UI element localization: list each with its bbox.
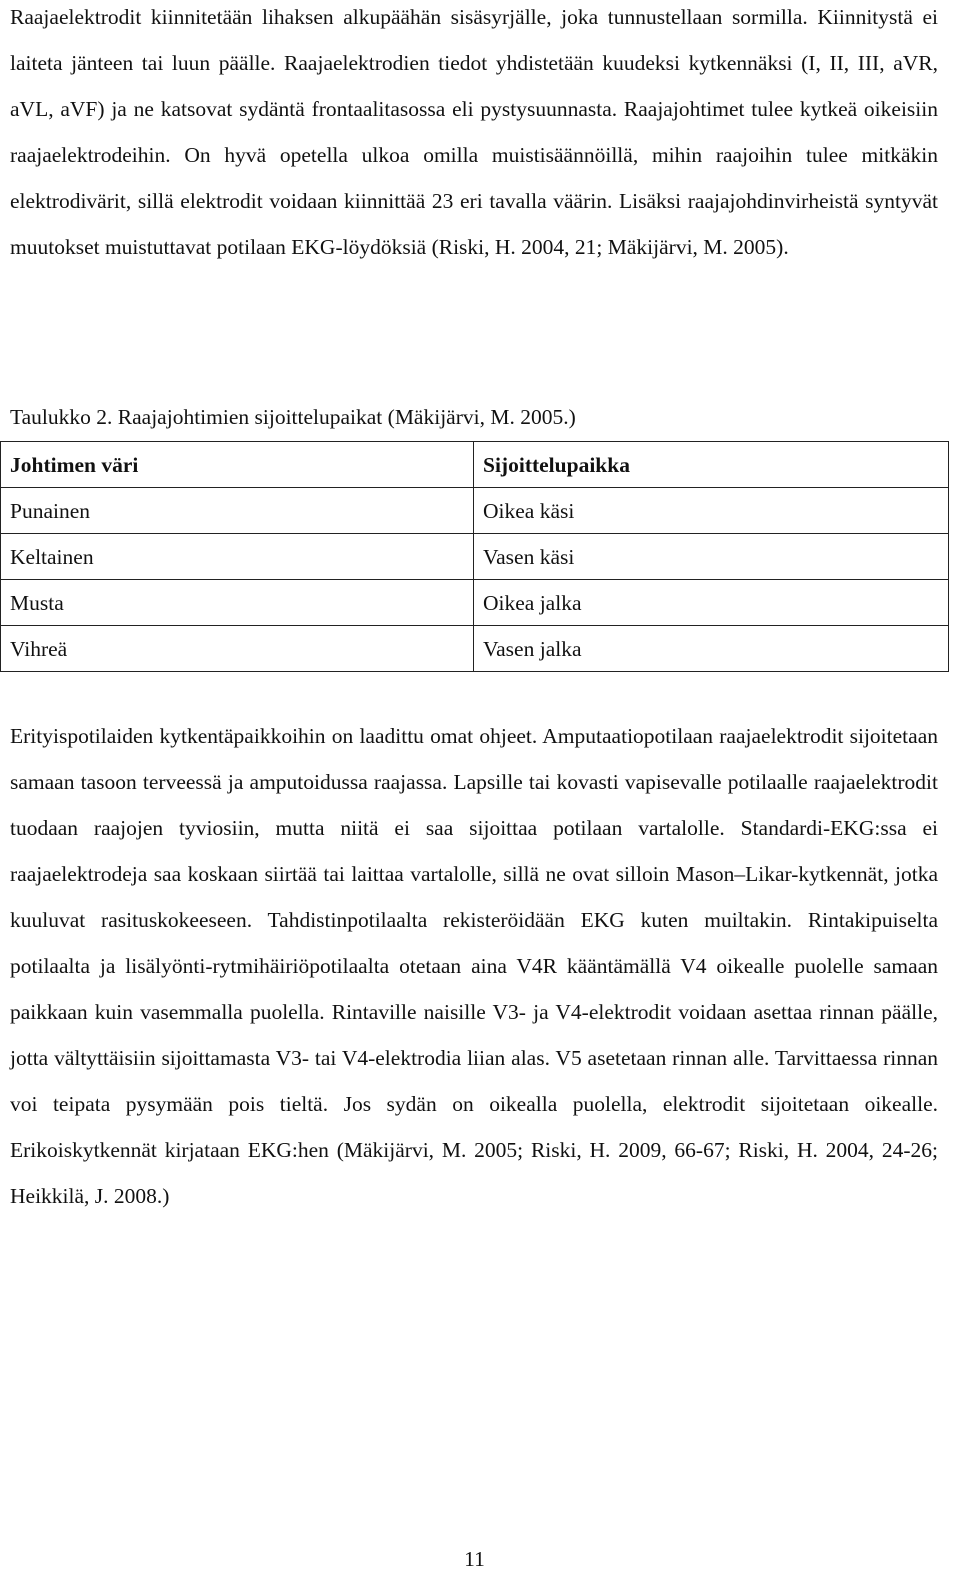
table-row	[1, 580, 949, 626]
table-row	[1, 488, 949, 534]
page-number: 11	[464, 1547, 485, 1571]
table-row	[1, 534, 949, 580]
body-paragraph-limb-electrodes: Raajaelektrodit kiinnitetään lihaksen alkupäähän sisäsyrjälle, joka tunnustellaan sormilla. Kiinnitystä ei laiteta jänteen tai luun päälle. Raajaelektrodien tiedot yhdistetään kuudeksi kytkennäksi (I, II, III, aVR, aVL, aVF) ja ne katsovat sydäntä frontaalitasossa eli pystysuunnasta. Raajajohtimet tulee kytkeä oikeisiin raajaelektrodeihin. On hyvä opetella ulkoa omilla muistisäännöillä, mihin raajoihin tulee mitkäkin elektrodivärit, sillä elektrodit voidaan kiinnittää 23 eri tavalla väärin. Lisäksi raajajohdinvirheistä syntyvät muutokset muistuttavat potilaan EKG-löydöksiä (Riski, H. 2004, 21; Mäkijärvi, M. 2005).	[10, 5, 938, 259]
table-header-cell-placement: Sijoittelupaikka	[474, 442, 949, 488]
table-cell-placement: Vasen käsi	[474, 534, 949, 580]
table-caption: Taulukko 2. Raajajohtimien sijoittelupaikat (Mäkijärvi, M. 2005.)	[10, 405, 576, 429]
table-cell-color: Musta	[1, 580, 474, 626]
table-cell-placement: Oikea jalka	[474, 580, 949, 626]
table-header-cell-color: Johtimen väri	[1, 442, 474, 488]
body-paragraph-special-patients: Erityispotilaiden kytkentäpaikkoihin on laadittu omat ohjeet. Amputaatiopotilaan raajaelektrodit sijoitetaan samaan tasoon terveessä ja amputoidussa raajassa. Lapsille tai kovasti vapisevalle potilaalle raajaelektrodit tuodaan raajojen tyviosiin, mutta niitä ei saa sijoittaa potilaan vartalolle. Standardi-EKG:ssa ei raajaelektrodeja saa koskaan siirtää tai laittaa vartalolle, sillä ne ovat silloin Mason–Likar-kytkennät, jotka kuuluvat rasituskokeeseen. Tahdistinpotilaalta rekisteröidään EKG kuten muiltakin. Rintakipuiselta potilaalta ja lisälyönti-rytmihäiriöpotilaalta otetaan aina V4R kääntämällä V4 oikealle puolelle samaan paikkaan kuin vasemmalla puolella. Rintaville naisille V3- ja V4-elektrodit voidaan asettaa rinnan päälle, jotta vältyttäisiin sijoittamasta V3- tai V4-elektrodia liian alas. V5 asetetaan rinnan alle. Tarvittaessa rinnan voi teipata pysymään pois tieltä. Jos sydän on oikealla puolella, elektrodit sijoitetaan oikealle. Erikoiskytkennät kirjataan EKG:hen (Mäkijärvi, M. 2005; Riski, H. 2009, 66-67; Riski, H. 2004, 24-26; Heikkilä, J. 2008.)	[10, 724, 938, 1208]
table-row	[1, 626, 949, 672]
table-cell-placement: Vasen jalka	[474, 626, 949, 672]
table-cell-color: Punainen	[1, 488, 474, 534]
table-cell-placement: Oikea käsi	[474, 488, 949, 534]
table-header-row	[1, 442, 949, 488]
table-cell-color: Keltainen	[1, 534, 474, 580]
lead-placement-table	[0, 441, 949, 672]
table-cell-color: Vihreä	[1, 626, 474, 672]
